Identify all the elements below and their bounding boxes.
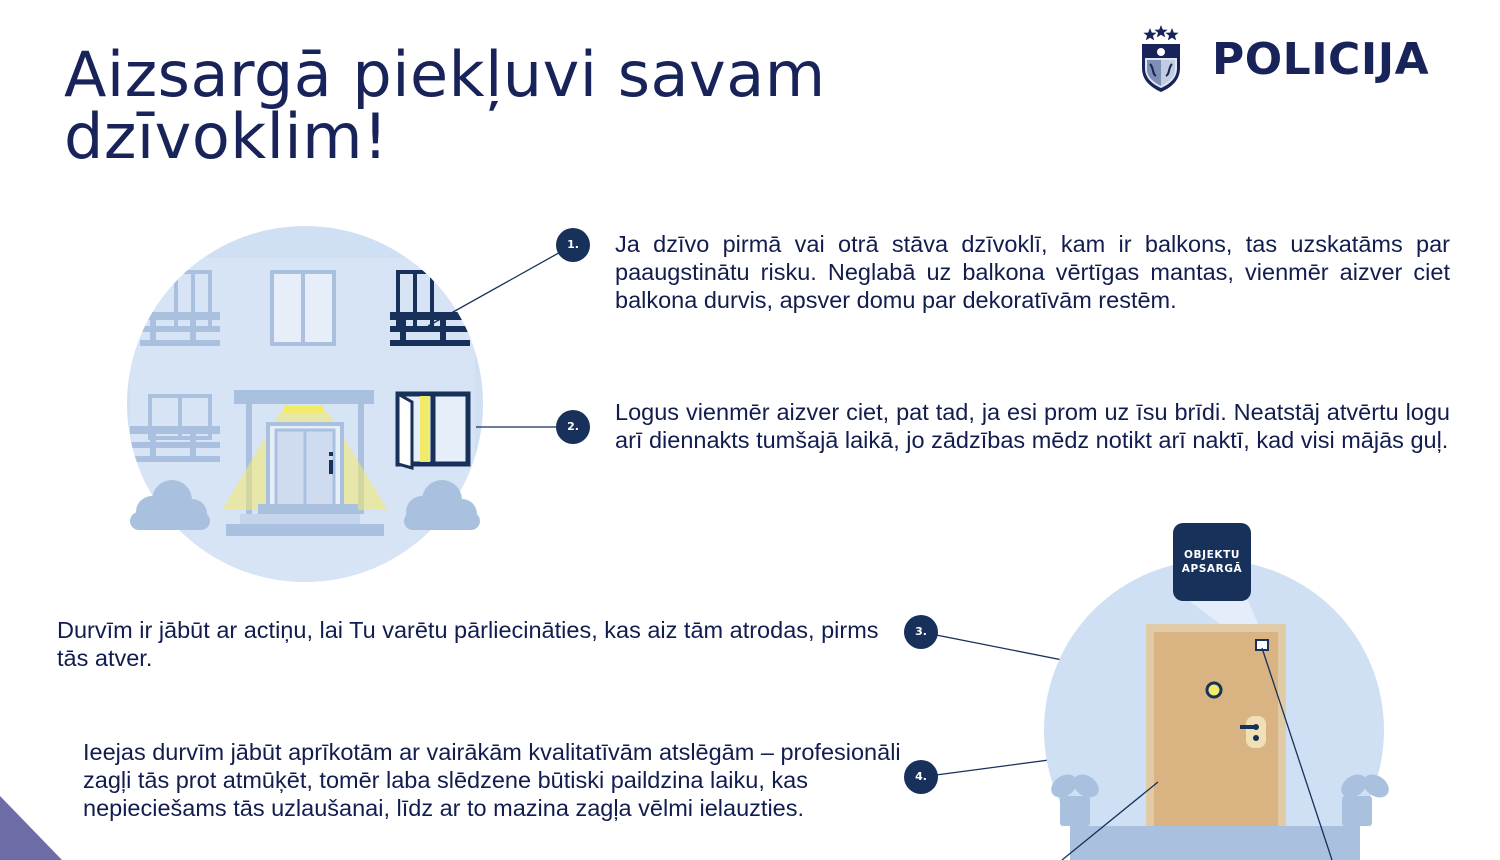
- corner-decoration: [0, 796, 62, 860]
- security-sign: [1173, 523, 1251, 601]
- security-sign-line2: APSARGĀ: [1181, 563, 1243, 575]
- logo-text: POLICIJA: [1212, 34, 1430, 85]
- tip-2-badge: 2.: [556, 410, 590, 444]
- tip-4-badge: 4.: [904, 760, 938, 794]
- page-title-line1: Aizsargā piekļuvi savam: [64, 38, 826, 111]
- tip-1-badge: 1.: [556, 228, 590, 262]
- tip-4-text: Ieejas durvīm jābūt aprīkotām ar vairākām kvalitatīvām atslēgām – profesionāli zagļi tās prot atmūķēt, tomēr laba slēdzene būtiski paildzina laiku, kas nepieciešams tās uzlaušanai, līdz ar to mazina zagļa vēlmi ielauzties.: [83, 739, 901, 821]
- security-sign-line1: OBJEKTU: [1183, 549, 1241, 561]
- front-door-icon: [1044, 560, 1393, 860]
- tip-3-badge: 3.: [904, 615, 938, 649]
- page-title-line2: dzīvoklim!: [64, 100, 389, 173]
- apartment-building-icon: [127, 226, 483, 588]
- tip-2-text: Logus vienmēr aizver ciet, pat tad, ja esi prom uz īsu brīdi. Neatstāj atvērtu logu arī diennakts tumšajā laikā, jo zādzības mēdz notikt arī naktī, kad visi mājās guļ.: [615, 399, 1450, 453]
- tip-1-text: Ja dzīvo pirmā vai otrā stāva dzīvoklī, kam ir balkons, tas uzskatāms par paaugstinātu risku. Neglabā uz balkona vērtīgas mantas, vienmēr aizver ciet balkona durvis, apsver domu par dekoratīvām restēm.: [615, 231, 1450, 313]
- tip-3-text: Durvīm ir jābūt ar actiņu, lai Tu varētu pārliecināties, kas aiz tām atrodas, pirms tās atver.: [57, 617, 879, 671]
